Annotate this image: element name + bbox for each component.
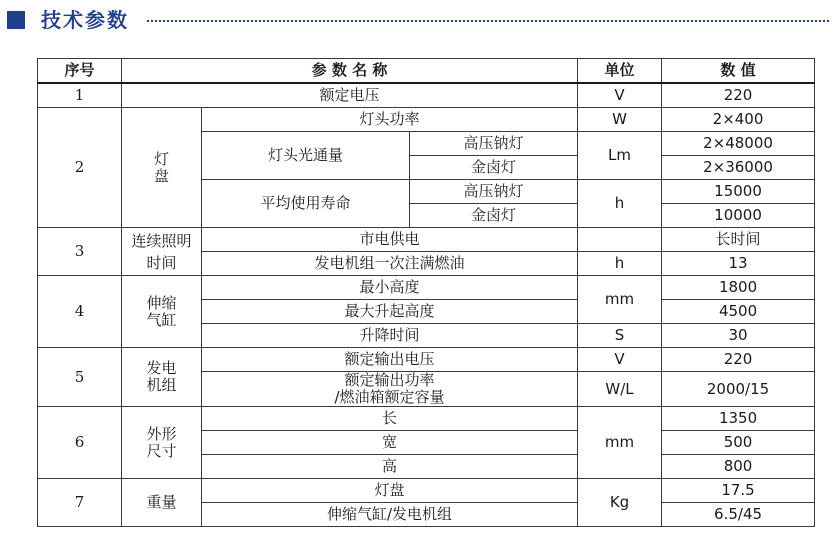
value-cell: 30 [662, 324, 815, 348]
unit-cell: W [578, 108, 662, 132]
section-header [7, 4, 829, 34]
category-cell: 重量 [122, 479, 202, 527]
unit-cell: W/L [578, 372, 662, 407]
param-cell [202, 372, 578, 407]
param-cell: 伸缩气缸/发电机组 [202, 503, 578, 527]
value-cell: 13 [662, 252, 815, 276]
value-cell: 15000 [662, 180, 815, 204]
unit-cell: S [578, 324, 662, 348]
seq-cell: 7 [38, 479, 122, 527]
seq-cell: 3 [38, 228, 122, 276]
subparam-cell: 金卤灯 [410, 156, 578, 180]
category-label: 发电机组 [146, 359, 177, 394]
value-cell: 2×400 [662, 108, 815, 132]
header-value: 数 值 [662, 59, 815, 84]
header-param: 参 数 名 称 [122, 59, 578, 84]
param-cell: 宽 [202, 431, 578, 455]
value-cell: 2000/15 [662, 372, 815, 407]
unit-cell: V [578, 83, 662, 108]
section-title: 技术参数 [41, 8, 129, 32]
param-cell: 灯头功率 [202, 108, 578, 132]
seq-cell: 6 [38, 407, 122, 479]
table-row [38, 108, 815, 132]
table-header-row [38, 59, 815, 84]
table-row [38, 228, 815, 252]
subparam-cell: 高压钠灯 [410, 132, 578, 156]
value-cell: 6.5/45 [662, 503, 815, 527]
param-cell: 长 [202, 407, 578, 431]
param-cell: 最小高度 [202, 276, 578, 300]
category-label: 伸缩气缸 [146, 293, 177, 329]
unit-cell: Lm [578, 132, 662, 180]
param-cell: 升降时间 [202, 324, 578, 348]
param-cell: 灯头光通量 [202, 132, 410, 180]
value-cell: 长时间 [662, 228, 815, 252]
category-cell [122, 276, 202, 348]
subparam-cell: 金卤灯 [410, 204, 578, 228]
value-cell: 4500 [662, 300, 815, 324]
header-seq: 序号 [38, 59, 122, 84]
param-cell: 灯盘 [202, 479, 578, 503]
category-cell [122, 228, 202, 276]
seq-cell: 5 [38, 348, 122, 407]
param-cell: 平均使用寿命 [202, 180, 410, 228]
param-cell: 最大升起高度 [202, 300, 578, 324]
category-cell [122, 407, 202, 479]
subparam-cell: 高压钠灯 [410, 180, 578, 204]
value-cell: 2×36000 [662, 156, 815, 180]
value-cell: 1800 [662, 276, 815, 300]
seq-cell: 1 [38, 83, 122, 108]
seq-cell: 2 [38, 108, 122, 228]
table-row [38, 83, 815, 108]
category-cell [122, 348, 202, 407]
param-cell: 市电供电 [202, 228, 578, 252]
header-unit: 单位 [578, 59, 662, 84]
unit-cell: Kg [578, 479, 662, 527]
value-cell: 500 [662, 431, 815, 455]
value-cell: 800 [662, 455, 815, 479]
value-cell: 1350 [662, 407, 815, 431]
category-label: 外形尺寸 [146, 424, 177, 460]
param-cell: 额定电压 [122, 83, 578, 108]
unit-cell: h [578, 252, 662, 276]
param-line-1: 额定输出功率 [344, 371, 435, 389]
value-cell: 220 [662, 348, 815, 372]
value-cell: 220 [662, 83, 815, 108]
table-row [38, 348, 815, 372]
value-cell: 2×48000 [662, 132, 815, 156]
param-cell: 发电机组一次注满燃油 [202, 252, 578, 276]
header-square-icon [7, 11, 25, 29]
unit-cell: mm [578, 276, 662, 324]
value-cell: 10000 [662, 204, 815, 228]
table-row [38, 407, 815, 431]
table-row [38, 479, 815, 503]
seq-cell: 4 [38, 276, 122, 348]
unit-cell [578, 228, 662, 252]
param-line-2: /燃油箱额定容量 [334, 388, 445, 406]
category-label: 灯盘 [153, 149, 169, 185]
table-row [38, 276, 815, 300]
dotted-divider [147, 20, 829, 22]
value-cell: 17.5 [662, 479, 815, 503]
param-cell: 额定输出电压 [202, 348, 578, 372]
unit-cell: mm [578, 407, 662, 479]
category-label: 连续照明时间 [131, 231, 192, 272]
spec-table [37, 58, 815, 527]
param-cell: 高 [202, 455, 578, 479]
unit-cell: h [578, 180, 662, 228]
unit-cell: V [578, 348, 662, 372]
category-cell [122, 108, 202, 228]
